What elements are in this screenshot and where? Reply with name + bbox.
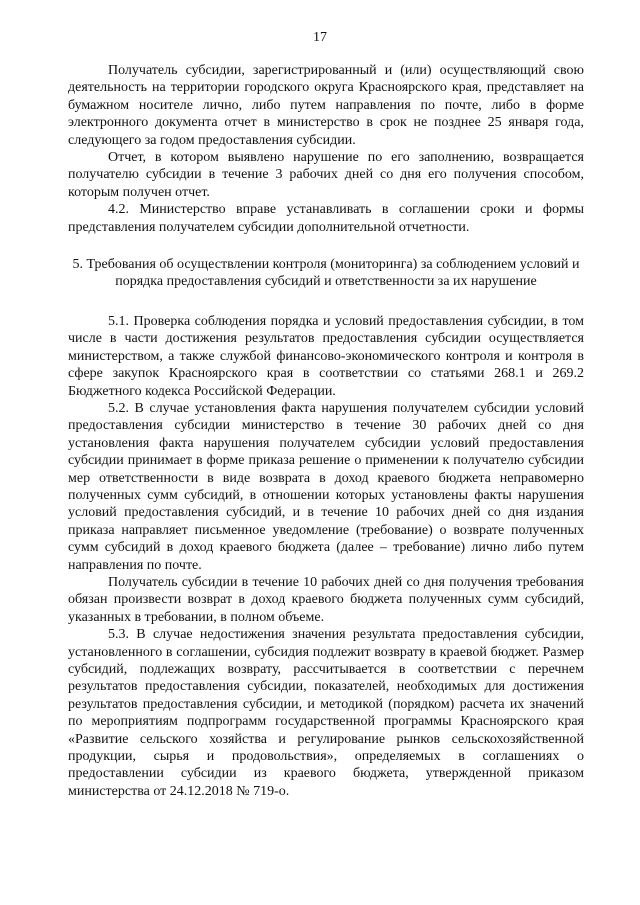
paragraph-5-2: 5.2. В случае установления факта нарушения получателем субсидии условий предоставления субсидии министерство в течение 30 рабочих дней со дня установления факта нарушения получателем субсидии условий предоставления субсидии принимает в форме приказа решение о применении к получателю субсидии мер ответственности в виде возврата в доход краевого бюджета неправомерно полученных сумм субсидий, в отношении которых установлены факты нарушения условий предоставления субсидий, и в течение 10 рабочих дней со дня издания приказа направляет письменное уведомление (требование) о возврате полученных сумм субсидий в доход краевого бюджета (далее – требование) лично либо путем направления по почте. [68, 400, 584, 573]
paragraph-5-1: 5.1. Проверка соблюдения порядка и условий предоставления субсидии, в том числе в части достижения результатов предоставления субсидии осуществляется министерством, а также службой финансово-экономического контроля и контроля в сфере закупок Красноярского края в соответствии со статьями 268.1 и 269.2 Бюджетного кодекса Российской Федерации. [68, 313, 584, 399]
paragraph-report-return: Отчет, в котором выявлено нарушение по его заполнению, возвращается получателю субсидии в течение 3 рабочих дней со дня его получения способом, которым получен отчет. [68, 150, 584, 200]
section-5-heading: 5. Требования об осуществлении контроля (мониторинга) за соблюдением условий и порядка предоставления субсидий и ответственности за их нарушение [72, 257, 580, 290]
paragraph-refund-obligation: Получатель субсидии в течение 10 рабочих дней со дня получения требования обязан произвести возврат в доход краевого бюджета полученных сумм субсидий, указанных в требовании, в полном объеме. [68, 574, 584, 625]
paragraph-4-2: 4.2. Министерство вправе устанавливать в соглашении сроки и формы представления получателем субсидии дополнительной отчетности. [68, 202, 584, 235]
document-body [68, 62, 584, 800]
paragraph-5-3: 5.3. В случае недостижения значения результата предоставления субсидии, установленного в соглашении, субсидия подлежит возврату в краевой бюджет. Размер субсидий, подлежащих возврату, рассчитывается в соответствии с перечнем результатов предоставления субсидии, показателей, необходимых для достижения результатов предоставления субсидии, и методикой (порядком) расчета их значений по мероприятиям подпрограмм государственной программы Красноярского края «Развитие сельского хозяйства и регулирование рынков сельскохозяйственной продукции, сырья и продовольствия», определяемых в соглашениях о предоставлении субсидии из краевого бюджета, утвержденной приказом министерства от 24.12.2018 № 719-о. [68, 627, 584, 799]
paragraph-report-submission: Получатель субсидии, зарегистрированный и (или) осуществляющий свою деятельность на территории городского округа Красноярского края, представляет на бумажном носителе лично, либо путем направления по почте, либо в форме электронного документа отчет в министерство в срок не позднее 25 января года, следующего за годом предоставления субсидии. [68, 63, 584, 148]
page-number: 17 [313, 30, 327, 45]
